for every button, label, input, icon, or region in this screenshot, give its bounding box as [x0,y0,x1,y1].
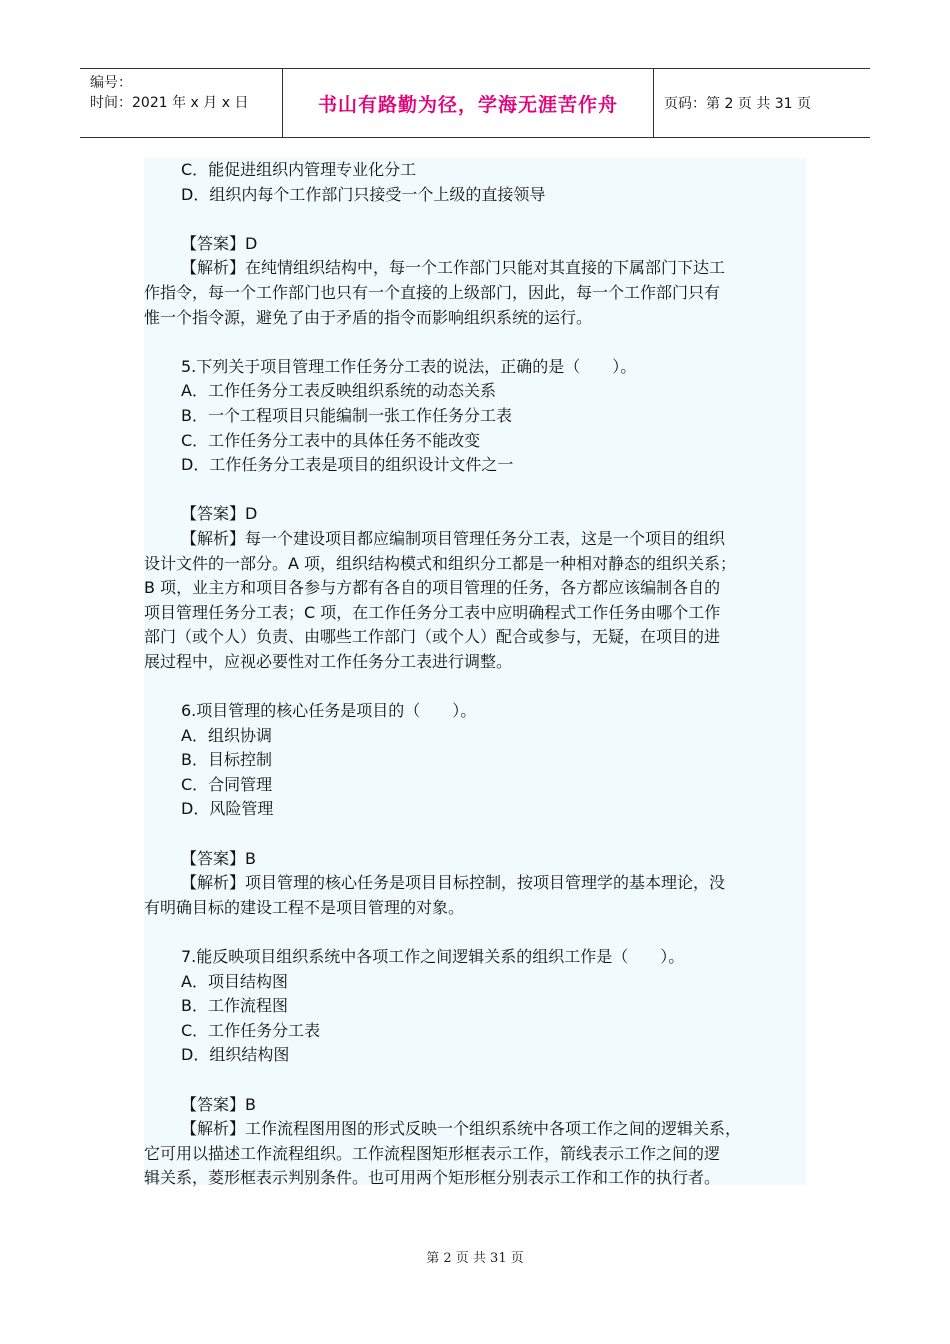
text-line: 展过程中，应视必要性对工作任务分工表进行调整。 [144,651,513,671]
text-line: 设计文件的一部分。A 项，组织结构模式和组织分工都是一种相对静态的组织关系； [144,553,737,573]
text-line: B．工作流程图 [181,996,288,1016]
text-line: 作指令，每一个工作部门也只有一个直接的上级部门，因此，每一个工作部门只有 [144,282,721,302]
text-line: B．目标控制 [181,750,272,770]
text-line: 项目管理任务分工表；C 项，在工作任务分工表中应明确程式工作任务由哪个工作 [144,602,721,622]
text-line: D．工作任务分工表是项目的组织设计文件之一 [181,455,514,475]
document-body [144,158,806,1188]
text-line: C．工作任务分工表 [181,1020,321,1040]
blank-line [144,920,806,945]
blank-line [144,207,806,232]
text-line: 6.项目管理的核心任务是项目的（ ）。 [181,701,477,721]
text-line: 【答案】D [181,233,258,253]
text-line: 【答案】B [181,1094,256,1114]
text-line: C．能促进组织内管理专业化分工 [181,160,417,179]
text-line: D．风险管理 [181,799,274,819]
page-footer: 第 2 页 共 31 页 [426,1251,524,1266]
text-line: D．组织内每个工作部门只接受一个上级的直接领导 [181,184,546,204]
blank-line [144,330,806,355]
text-line: C．工作任务分工表中的具体任务不能改变 [181,430,481,450]
text-line: 7.能反映项目组织系统中各项工作之间逻辑关系的组织工作是（ ）。 [181,947,685,966]
document-time-label: 时间：2021 年 x 月 x 日 [90,95,249,111]
blank-line [144,822,806,847]
text-line: 【解析】项目管理的核心任务是项目目标控制，按项目管理学的基本理论，没 [181,873,726,893]
text-line: 惟一个指令源，避免了由于矛盾的指令而影响组织系统的运行。 [144,307,593,327]
text-line: A．工作任务分工表反映组织系统的动态关系 [181,381,496,401]
text-line: 【解析】每一个建设项目都应编制项目管理任务分工表，这是一个项目的组织 [181,528,726,548]
blank-line [144,478,806,503]
header-page-label: 页码：第 2 页 共 31 页 [664,96,811,112]
header-meta [80,69,282,137]
text-line: 【答案】B [181,848,256,868]
text-line: A．组织协调 [181,725,272,745]
text-line: 部门（或个人）负责、由哪些工作部门（或个人）配合或参与，无疑，在项目的进 [144,627,721,647]
text-line: B 项，业主方和项目各参与方都有各自的项目管理的任务，各方都应该编制各自的 [144,578,721,598]
text-line: 【答案】D [181,504,258,524]
text-line: B．一个工程项目只能编制一张工作任务分工表 [181,405,512,425]
blank-line [144,1068,806,1093]
text-line: 有明确目标的建设工程不是项目管理的对象。 [144,897,465,917]
document-number-label: 编号： [90,75,132,91]
text-line: 【解析】在纯情组织结构中，每一个工作部门只能对其直接的下属部门下达工 [181,258,726,278]
header-motto: 书山有路勤为径，学海无涯苦作舟 [282,69,654,137]
text-line: A．项目结构图 [181,971,288,991]
text-line: C．合同管理 [181,774,273,794]
blank-line [144,674,806,699]
text-line: 5.下列关于项目管理工作任务分工表的说法，正确的是（ ）。 [181,356,637,376]
page-header [80,68,870,138]
text-line: D．组织结构图 [181,1045,290,1065]
text-line: 它可用以描述工作流程组织。工作流程图矩形框表示工作，箭线表示工作之间的逻 [144,1143,721,1163]
text-line: 辑关系，菱形框表示判别条件。也可用两个矩形框分别表示工作和工作的执行者。 [144,1168,721,1188]
text-line: 【解析】工作流程图用图的形式反映一个组织系统中各项工作之间的逻辑关系， [181,1119,742,1139]
